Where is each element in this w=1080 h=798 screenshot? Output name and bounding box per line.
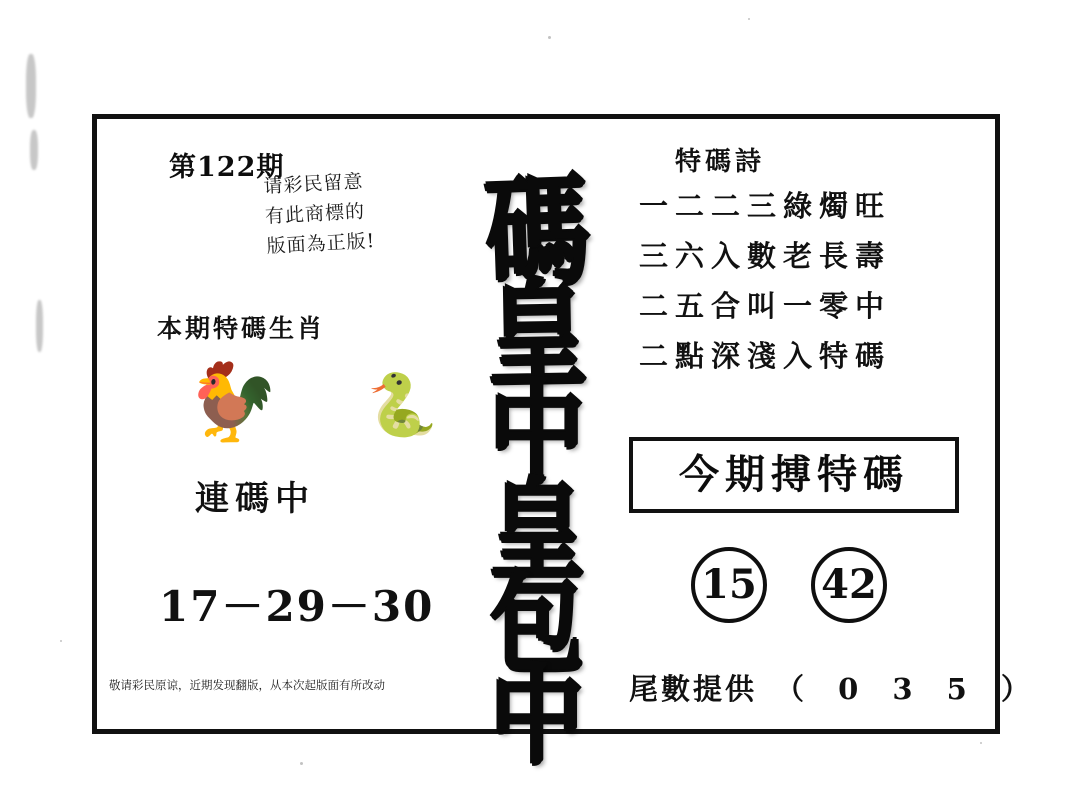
tail-supply-label: 尾數提供 xyxy=(629,672,758,706)
poem-title: 特碼詩 xyxy=(675,147,766,177)
scan-speck xyxy=(748,18,750,20)
title-char-2: 皇 xyxy=(485,265,589,403)
handwritten-note-line-1: 请彩民留意 xyxy=(262,170,365,198)
rooster-icon: 🐓 xyxy=(185,357,280,446)
highlight-box-label: 今期搏特碼 xyxy=(679,451,909,498)
scan-smudge xyxy=(36,300,43,352)
scan-smudge xyxy=(26,54,36,118)
handwritten-note-line-2: 有此商標的 xyxy=(264,200,366,228)
zodiac-label: 本期特碼生肖 xyxy=(157,314,326,343)
scan-speck xyxy=(980,742,982,744)
scan-speck xyxy=(60,640,62,642)
poem-line-3: 二五合叫一零中 xyxy=(639,289,892,323)
scan-smudge xyxy=(30,130,38,170)
tail-supply-row xyxy=(629,667,1042,708)
lottery-poster xyxy=(92,114,1042,780)
title-char-3: 中 xyxy=(489,366,585,497)
snake-icon: 🐍 xyxy=(360,366,445,446)
title-char-1: 碼 xyxy=(482,159,592,305)
poem-line-4: 二點深淺入特碼 xyxy=(639,339,892,373)
title-char-6: 中 xyxy=(489,653,584,780)
handwritten-note xyxy=(263,162,447,261)
poem-line-2: 三六入數老長壽 xyxy=(639,239,892,273)
issue-number: 第122期 xyxy=(169,152,285,183)
poem-body xyxy=(639,181,969,381)
number-ball-row xyxy=(647,547,967,637)
lucky-numbers: 17－29－30 xyxy=(159,582,435,631)
lianma-label: 連碼中 xyxy=(195,479,315,519)
number-ball-1: 15 xyxy=(691,547,767,623)
title-char-5: 包 xyxy=(489,561,584,688)
scan-speck xyxy=(300,762,303,765)
handwritten-note-line-3: 版面為正版! xyxy=(266,229,376,258)
tail-supply-digits: （ 0 3 5 ） xyxy=(775,672,1042,706)
disclaimer-text: 敬请彩民原谅，近期发现翻版，从本次起版面有所改动 xyxy=(109,678,385,692)
number-ball-2: 42 xyxy=(811,547,887,623)
highlight-box xyxy=(629,437,959,513)
vertical-title xyxy=(437,143,637,780)
scan-speck xyxy=(548,36,551,39)
poem-line-1: 一二二三綠燭旺 xyxy=(639,189,892,223)
title-char-4: 皇 xyxy=(489,464,585,595)
